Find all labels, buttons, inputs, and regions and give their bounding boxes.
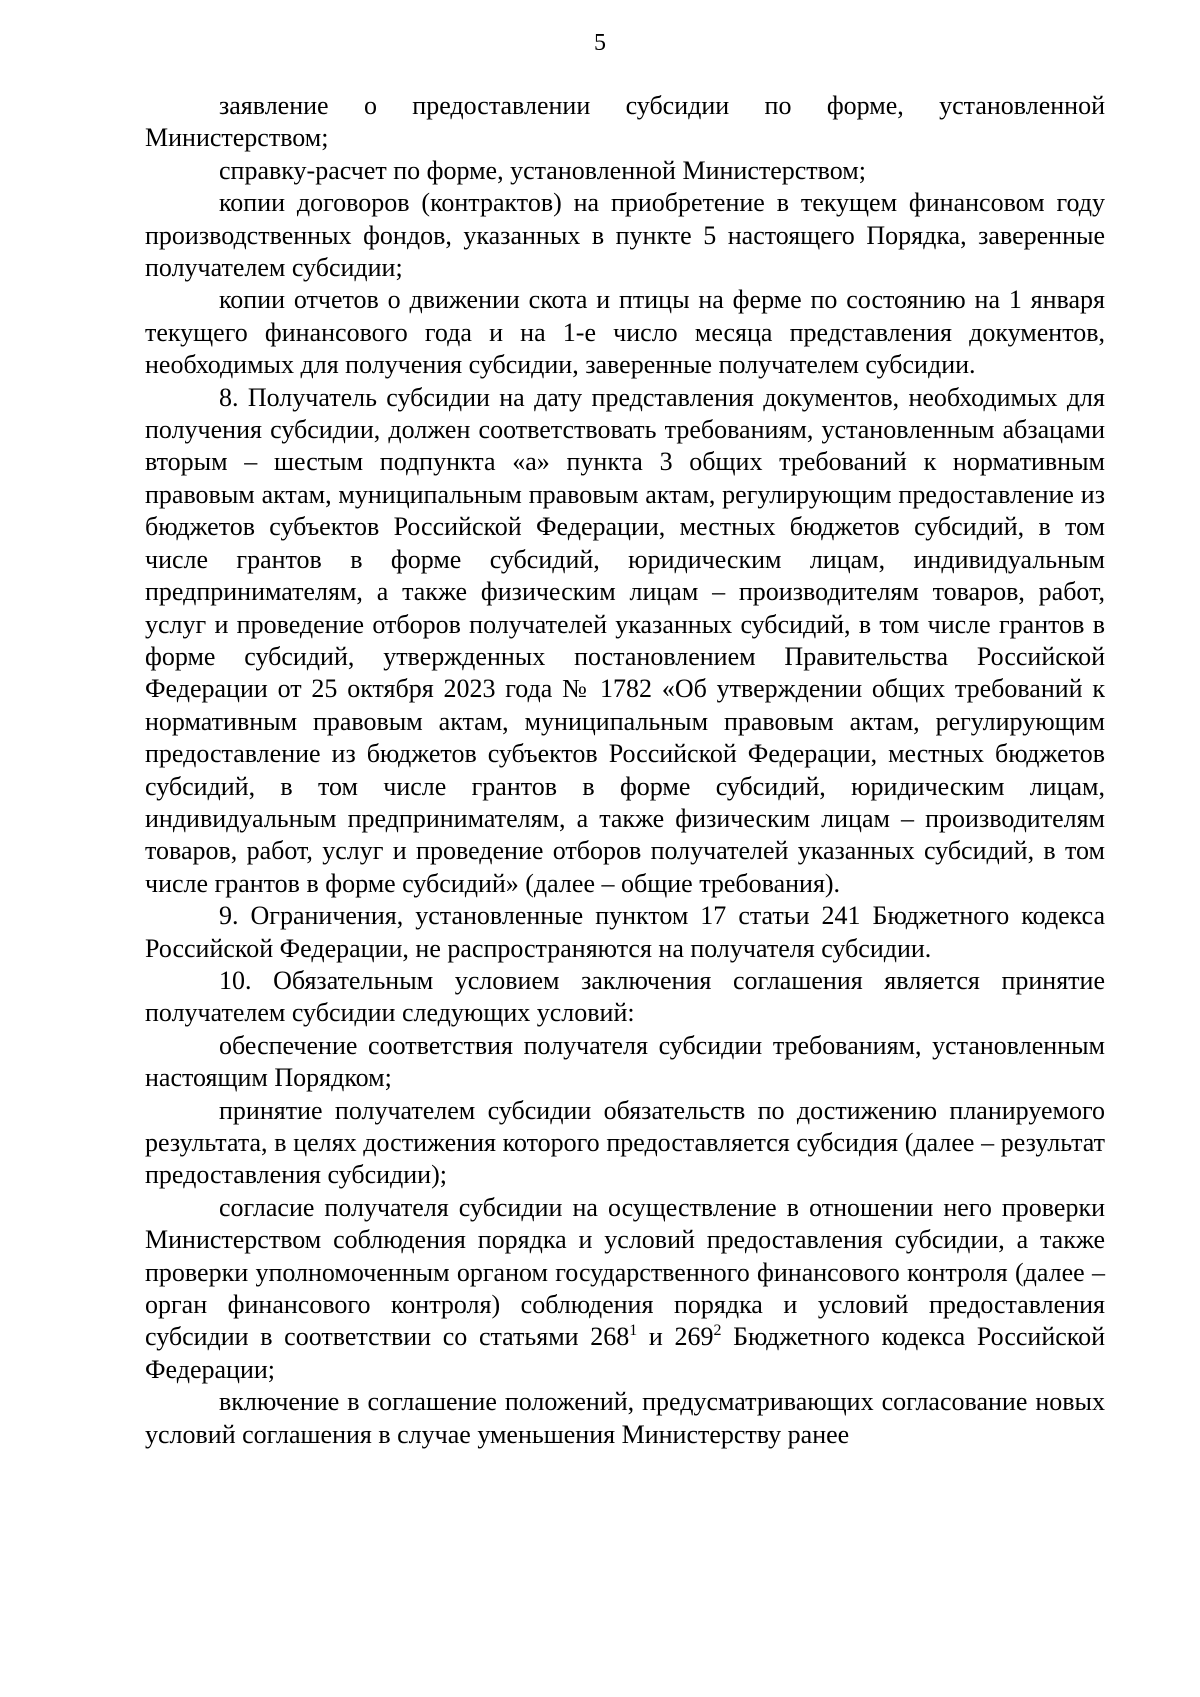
document-body <box>145 90 1105 1451</box>
superscript-1: 1 <box>629 1322 638 1340</box>
paragraph-item-9: 9. Ограничения, установленные пунктом 17 статьи 241 Бюджетного кодекса Российской Федерации, не распространяются на получателя субсидии. <box>145 901 1105 963</box>
paragraph-compliance: обеспечение соответствия получателя субсидии требованиям, установленным настоящим Порядком; <box>145 1030 1105 1093</box>
audit-text-middle: и 269 <box>637 1322 714 1352</box>
paragraph-calculation-certificate: справку-расчет по форме, установленной Министерством; <box>219 155 866 185</box>
paragraph-audit-consent <box>145 1192 1105 1386</box>
paragraph-item-10: 10. Обязательным условием заключения соглашения является принятие получателем субсидии следующих условий: <box>145 965 1105 1028</box>
audit-text-end: Бюджетного кодекса Российской Федерации; <box>145 1322 1105 1384</box>
paragraph-application: заявление о предоставлении субсидии по форме, установленной Министерством; <box>145 91 1105 153</box>
page-number: 5 <box>594 30 606 56</box>
audit-text-start: согласие получателя субсидии на осуществление в отношении него проверки Министерством соблюдения порядка и условий предоставления субсидии, а также проверки уполномоченным органом государственного финансового контроля (далее – орган финансового контроля) соблюдения порядка и условий предоставления субсидии в соответствии со статьями 268 <box>145 1192 1105 1352</box>
paragraph-livestock-reports: копии отчетов о движении скота и птицы на ферме по состоянию на 1 января текущего финансового года и на 1-е число месяца представления документов, необходимых для получения субсидии, заверенные получателем субсидии. <box>145 285 1105 380</box>
paragraph-obligations: принятие получателем субсидии обязательств по достижению планируемого результата, в целях достижения которого предоставляется субсидия (далее – результат предоставления субсидии); <box>145 1095 1105 1190</box>
paragraph-contract-copies: копии договоров (контрактов) на приобретение в текущем финансовом году производственных фондов, указанных в пункте 5 настоящего Порядка, заверенные получателем субсидии; <box>145 188 1105 283</box>
paragraph-item-8: 8. Получатель субсидии на дату представления документов, необходимых для получения субсидии, должен соответствовать требованиям, установленным абзацами вторым – шестым подпункта «а» пункта 3 общих требований к нормативным правовым актам, муниципальным правовым актам, регулирующим предоставление из бюджетов субъектов Российской Федерации, местных бюджетов субсидий, в том числе грантов в форме субсидий, юридическим лицам, индивидуальным предпринимателям, а также физическим лицам – производителям товаров, работ, услуг и проведение отборов получателей указанных субсидий, в том числе грантов в форме субсидий, утвержденных постановлением Правительства Российской Федерации от 25 октября 2023 года № 1782 «Об утверждении общих требований к нормативным правовым актам, муниципальным правовым актам, регулирующим предоставление из бюджетов субъектов Российской Федерации, местных бюджетов субсидий, в том числе грантов в форме субсидий, юридическим лицам, индивидуальным предпринимателям, а также физическим лицам – производителям товаров, работ, услуг и проведение отборов получателей указанных субсидий, в том числе грантов в форме субсидий» (далее – общие требования). <box>145 382 1105 898</box>
paragraph-agreement-provisions: включение в соглашение положений, предусматривающих согласование новых условий соглашения в случае уменьшения Министерству ранее <box>145 1387 1105 1449</box>
superscript-2: 2 <box>713 1322 722 1340</box>
